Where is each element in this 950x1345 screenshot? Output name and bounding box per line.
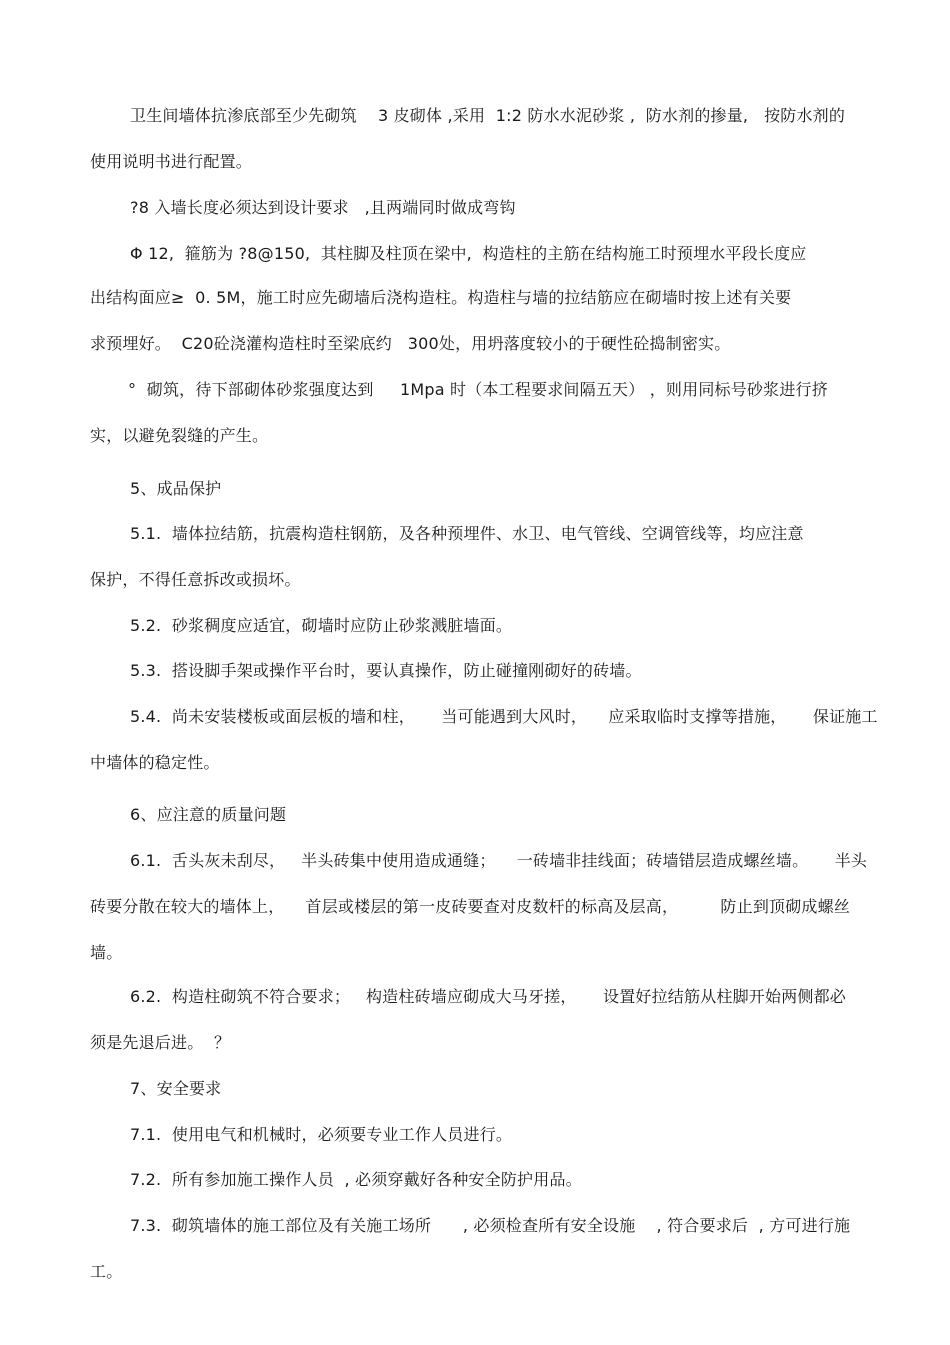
paragraph-line: 7.2. 所有参加施工操作人员 , 必须穿戴好各种安全防护用品。 (130, 1170, 582, 1189)
paragraph-line: ° 砌筑，待下部砌体砂浆强度达到 1Mpa 时（本工程要求间隔五天） ，则用同标号砂浆进行挤 (128, 380, 828, 399)
paragraph-line: 7.3. 砌筑墙体的施工部位及有关施工场所 , 必须检查所有安全设施 , 符合要求后 , 方可进行施 (130, 1216, 851, 1235)
section-heading: 7、安全要求 (130, 1079, 222, 1098)
section-heading: 5、成品保护 (130, 479, 222, 498)
paragraph-line: 出结构面应≥ 0. 5M，施工时应先砌墙后浇构造柱。构造柱与墙的拉结筋应在砌墙时按上述有关要 (90, 288, 792, 307)
paragraph-line: 5.4. 尚未安装楼板或面层板的墙和柱， 当可能遇到大风时， 应采取临时支撑等措施， 保证施工 (130, 707, 878, 726)
paragraph-line: 7.1. 使用电气和机械时，必须要专业工作人员进行。 (130, 1125, 513, 1144)
paragraph-line: 砖要分散在较大的墙体上， 首层或楼层的第一皮砖要查对皮数杆的标高及层高， 防止到顶砌成螺丝 (90, 897, 851, 916)
paragraph-line: 卫生间墙体抗渗底部至少先砌筑 3 皮砌体 ,采用 1:2 防水水泥砂浆 , 防水剂的掺量, 按防水剂的 (130, 106, 846, 125)
paragraph-line: 6.1. 舌头灰未刮尽， 半头砖集中使用造成通缝； 一砖墙非挂线面；砖墙错层造成螺丝墙。 半头 (130, 851, 868, 870)
paragraph-line: 6.2. 构造柱砌筑不符合要求； 构造柱砖墙应砌成大马牙搓， 设置好拉结筋从柱脚开始两侧都必 (130, 987, 846, 1006)
paragraph-line: 5.1. 墙体拉结筋，抗震构造柱钢筋，及各种预埋件、水卫、电气管线、空调管线等，均应注意 (130, 524, 804, 543)
paragraph-line: 须是先退后进。 ？ (90, 1033, 231, 1052)
paragraph-line: 实，以避免裂缝的产生。 (90, 426, 269, 445)
paragraph-line: 中墙体的稳定性。 (90, 753, 220, 772)
paragraph-line: 墙。 (90, 943, 123, 962)
paragraph-line: 5.3. 搭设脚手架或操作平台时，要认真操作，防止碰撞刚砌好的砖墙。 (130, 661, 642, 680)
paragraph-line: 保护，不得任意拆改或损坏。 (90, 570, 301, 589)
paragraph-line: 5.2. 砂浆稠度应适宜，砌墙时应防止砂浆溅脏墙面。 (130, 616, 513, 635)
paragraph-line: Φ 12, 箍筋为 ?8@150, 其柱脚及柱顶在梁中, 构造柱的主筋在结构施工时预埋水平段长度应 (130, 244, 807, 263)
paragraph-line: ?8 入墙长度必须达到设计要求 ,且两端同时做成弯钩 (130, 198, 516, 217)
paragraph-line: 求预埋好。 C20砼浇灌构造柱时至梁底约 300处，用坍落度较小的于硬性砼捣制密实。 (90, 334, 731, 353)
paragraph-line: 工。 (90, 1262, 123, 1281)
section-heading: 6、应注意的质量问题 (130, 805, 287, 824)
paragraph-line: 使用说明书进行配置。 (90, 152, 253, 171)
